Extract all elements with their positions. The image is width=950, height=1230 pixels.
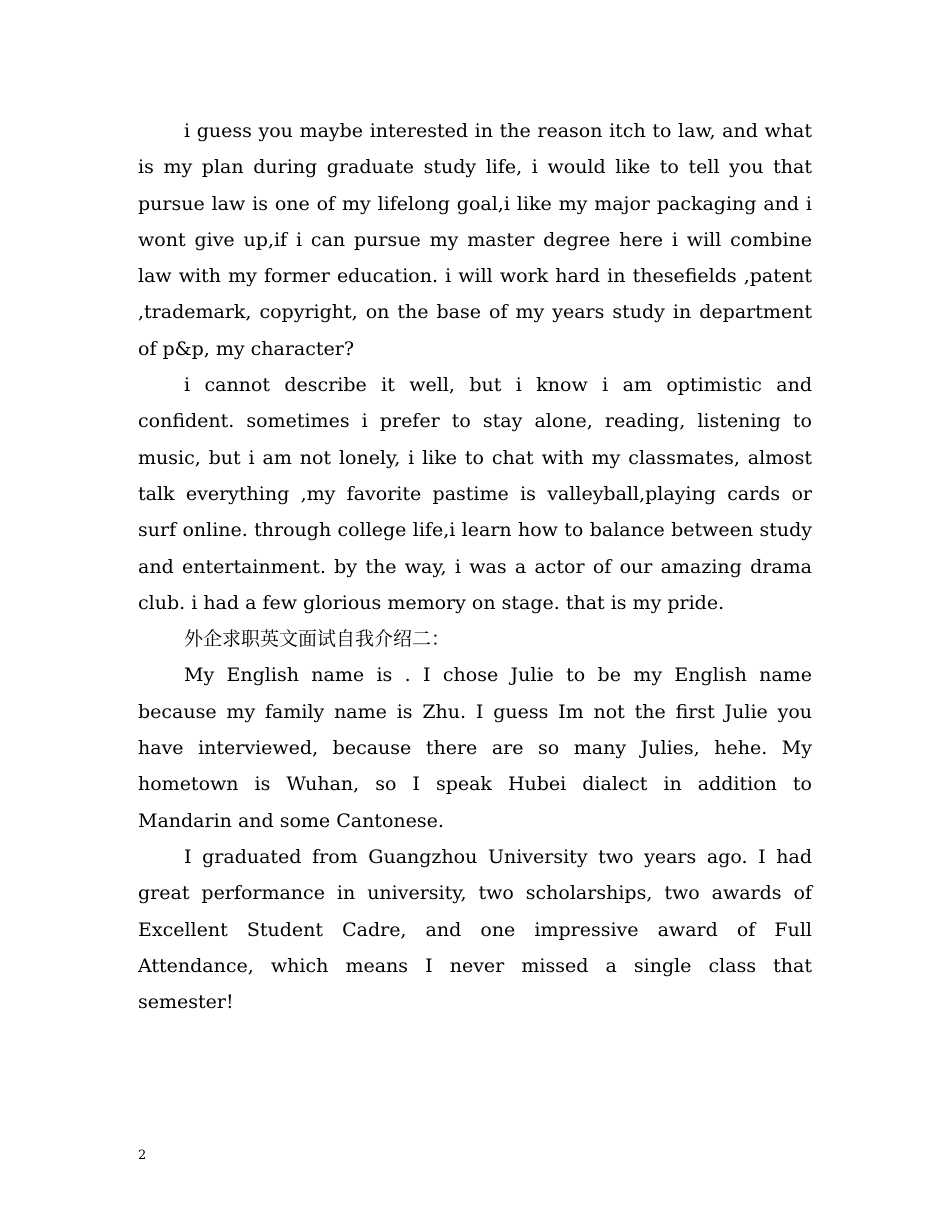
section-heading: 外企求职英文面试自我介绍二：: [184, 628, 451, 651]
paragraph-english-name: My English name is . I chose Julie to be my English name because my family name is Zhu. I guess Im not the first Julie you have interviewed, because there are so many Julies, hehe. My hometown is Wuhan, so I speak Hubei dialect in addition to Mandarin and some Cantonese.: [138, 664, 812, 832]
paragraph-education: I graduated from Guangzhou University two years ago. I had great performance in university, two scholarships, two awards of Excellent Student Cadre, and one impressive award of Full Attendance, which means I never missed a single class that semester!: [138, 845, 812, 1014]
paragraph-law-plan: i guess you maybe interested in the reason itch to law, and what is my plan during graduate study life, i would like to tell you that pursue law is one of my lifelong goal,i like my major packaging and i wont give up,if i can pursue my master degree here i will combine law with my former education. i will work hard in thesefields ,patent ,trademark, copyright, on the base of my years study in department of p&p, my character?: [138, 120, 812, 360]
paragraph-character: i cannot describe it well, but i know i am optimistic and confident. sometimes i prefer to stay alone, reading, listening to music, but i am not lonely, i like to chat with my classmates, almost talk everything ,my favorite pastime is valleyball,playing cards or surf online. through college life,i learn how to balance between study and entertainment. by the way, i was a actor of our amazing drama club. i had a few glorious memory on stage. that is my pride.: [138, 374, 812, 614]
document-body: [138, 113, 812, 1020]
page-number: 2: [138, 1148, 147, 1163]
